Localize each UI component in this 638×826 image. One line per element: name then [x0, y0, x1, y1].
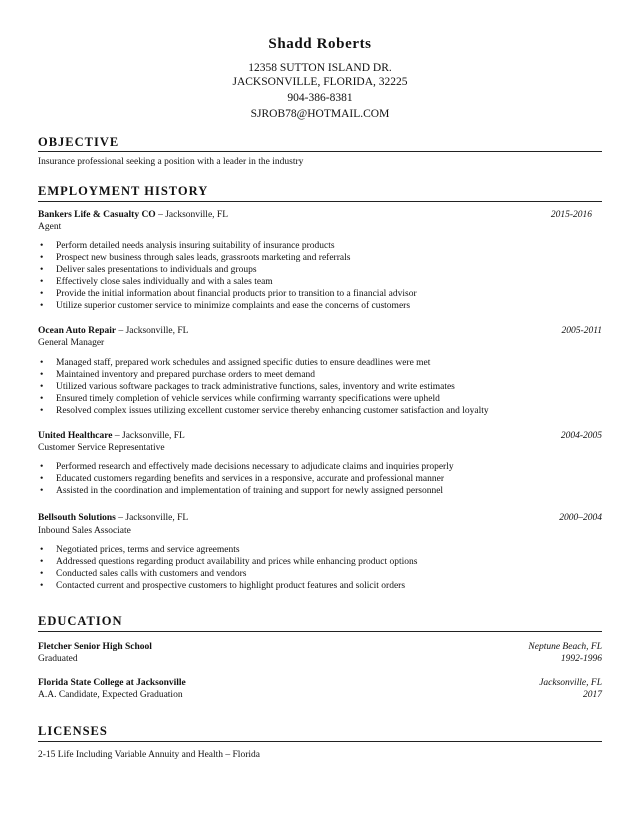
employment-heading: EMPLOYMENT HISTORY [38, 184, 209, 198]
licenses-text: 2-15 Life Including Variable Annuity and Health – Florida [38, 750, 260, 760]
job-header [38, 210, 602, 220]
licenses-heading: LICENSES [38, 724, 108, 738]
job-header [38, 513, 602, 523]
job-location: – Jacksonville, FL [112, 431, 185, 441]
list-item: • Utilize superior customer service to minimize complaints and ease the concerns of customers [40, 301, 411, 311]
job-location: – Jacksonville, FL [155, 210, 229, 220]
list-item: • Resolved complex issues utilizing excellent customer service thereby enhancing customer satisfaction and loyalty [40, 406, 489, 416]
job-dates: 2000–2004 [559, 513, 602, 523]
job-bullets [38, 544, 417, 592]
list-item: • Maintained inventory and prepared purchase orders to meet demand [40, 370, 316, 380]
list-item: • Deliver sales presentations to individuals and groups [40, 265, 257, 275]
education-detail-row [38, 654, 602, 664]
objective-text: Insurance professional seeking a position with a leader in the industry [38, 157, 304, 167]
education-rule [38, 631, 602, 632]
job-bullets [38, 240, 417, 312]
school-dates: 2017 [583, 690, 602, 700]
job-company: United Healthcare [38, 431, 113, 441]
employment-rule [38, 201, 602, 202]
list-item: • Managed staff, prepared work schedules and assigned specific duties to ensure deadlines were met [40, 358, 431, 368]
email-address: SJROB78@HOTMAIL.COM [250, 108, 390, 120]
job-dates: 2015-2016 [550, 210, 592, 220]
job-bullets [38, 357, 489, 417]
job-bullets [38, 461, 454, 497]
list-item: • Conducted sales calls with customers and vendors [40, 569, 247, 579]
list-item: • Prospect new business through sales leads, grassroots marketing and referrals [40, 253, 351, 263]
list-item: • Addressed questions regarding product availability and prices while enhancing product options [40, 557, 418, 567]
school-location: Neptune Beach, FL [528, 642, 602, 652]
school-detail: Graduated [38, 654, 78, 664]
job-header [38, 326, 602, 336]
job-dates: 2005-2011 [561, 326, 602, 336]
school-name: Florida State College at Jacksonville [38, 678, 186, 688]
address-line-2: JACKSONVILLE, FLORIDA, 32225 [232, 76, 408, 88]
candidate-name: Shadd Roberts [268, 36, 372, 52]
objective-rule [38, 151, 602, 152]
objective-heading: OBJECTIVE [38, 135, 120, 149]
phone-number: 904-386-8381 [287, 92, 353, 104]
list-item: • Ensured timely completion of vehicle services while confirming warranty specifications were upheld [40, 394, 440, 404]
school-location: Jacksonville, FL [539, 678, 602, 688]
job-dates: 2004-2005 [560, 431, 602, 441]
licenses-rule [38, 741, 602, 742]
job-role: Customer Service Representative [38, 443, 165, 453]
list-item: • Provide the initial information about financial products prior to transition to a financial advisor [40, 289, 417, 299]
job-header [38, 431, 602, 441]
job-location: – Jacksonville, FL [116, 326, 189, 336]
list-item: • Assisted in the coordination and implementation of training and support for newly assigned personnel [40, 486, 444, 496]
job-company: Bankers Life & Casualty CO [38, 210, 156, 220]
education-detail-row [38, 690, 602, 700]
list-item: • Perform detailed needs analysis insuring suitability of insurance products [40, 241, 335, 251]
job-company: Bellsouth Solutions [38, 513, 116, 523]
list-item: • Educated customers regarding benefits and services in a responsive, accurate and professional manner [40, 474, 445, 484]
job-role: Agent [38, 222, 62, 232]
list-item: • Negotiated prices, terms and service agreements [40, 545, 240, 555]
job-role: Inbound Sales Associate [38, 526, 131, 536]
school-dates: 1992-1996 [560, 654, 602, 664]
education-heading: EDUCATION [38, 614, 123, 628]
education-school [38, 678, 602, 688]
school-name: Fletcher Senior High School [38, 642, 152, 652]
address-line-1: 12358 SUTTON ISLAND DR. [248, 62, 392, 74]
list-item: • Performed research and effectively made decisions necessary to adjudicate claims and inquiries properly [40, 462, 454, 472]
job-company: Ocean Auto Repair [38, 326, 117, 336]
list-item: • Utilized various software packages to track administrative functions, sales, inventory and write estimates [40, 382, 455, 392]
job-role: General Manager [38, 338, 105, 348]
list-item: • Contacted current and prospective customers to highlight product features and solicit orders [40, 581, 406, 591]
education-school [38, 642, 602, 652]
school-detail: A.A. Candidate, Expected Graduation [38, 690, 183, 700]
list-item: • Effectively close sales individually and with a sales team [40, 277, 273, 287]
job-location: – Jacksonville, FL [115, 513, 189, 523]
